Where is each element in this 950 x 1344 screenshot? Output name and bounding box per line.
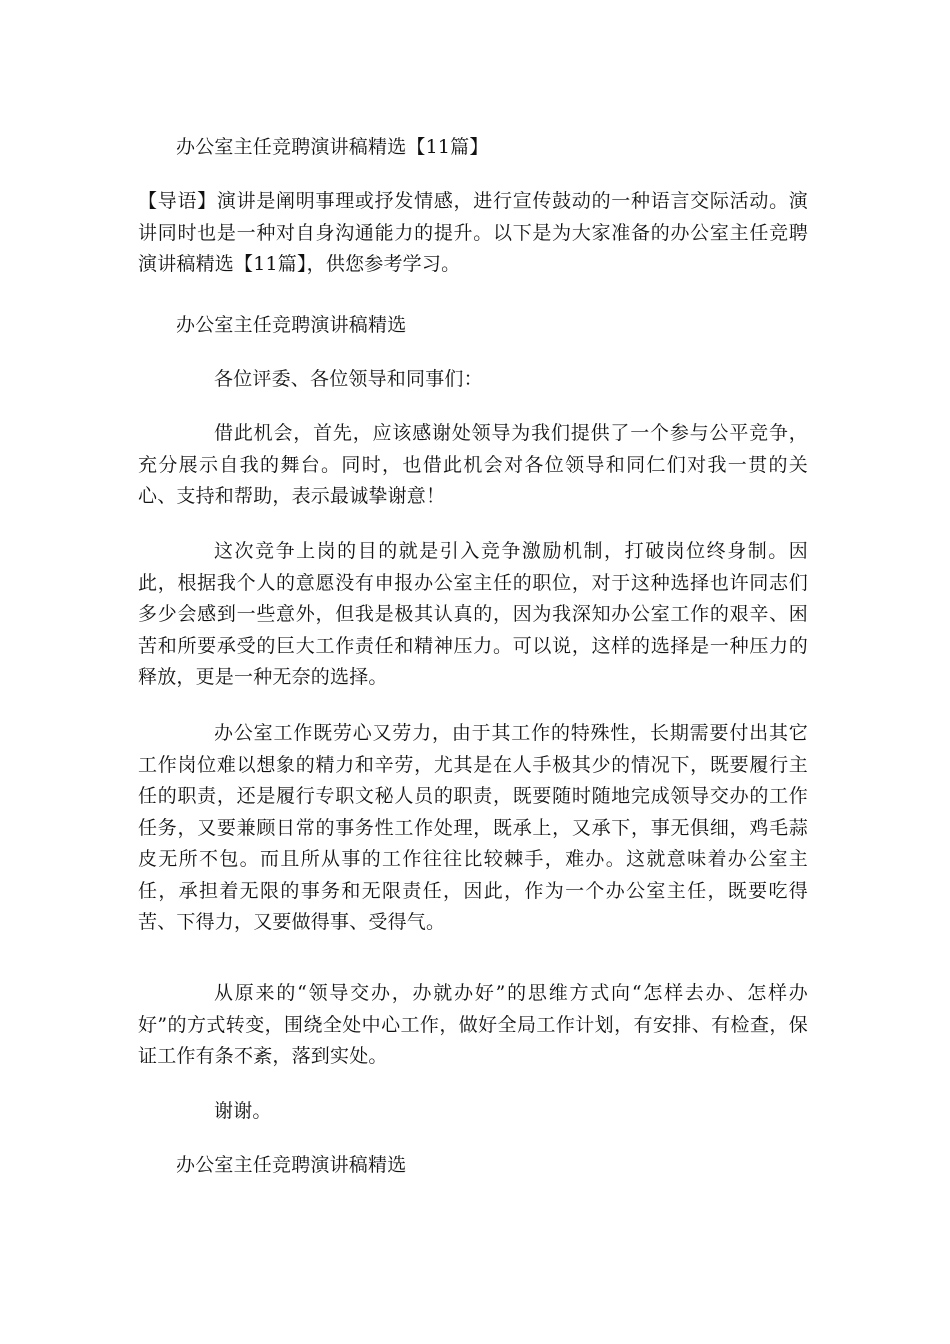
body-paragraph: 这次竞争上岗的目的就是引入竞争激励机制，打破岗位终身制。因此，根据我个人的意愿没有申报办公室主任的职位，对于这种选择也许同志们多少会感到一些意外，但我是极其认真的，因为我深知办公室工作的艰辛、困苦和所要承受的巨大工作责任和精神压力。可以说，这样的选择是一种压力的释放，更是一种无奈的选择。 xyxy=(138,540,808,688)
intro-paragraph: 【导语】演讲是阐明事理或抒发情感，进行宣传鼓动的一种语言交际活动。演讲同时也是一种对自身沟通能力的提升。以下是为大家准备的办公室主任竞聘演讲稿精选【11篇】，供您参考学习。 xyxy=(138,190,808,275)
body-paragraph: 从原来的“领导交办，办就办好”的思维方式向“怎样去办、怎样办好”的方式转变，围绕全处中心工作，做好全局工作计划，有安排、有检查，保证工作有条不紊，落到实处。 xyxy=(138,982,808,1067)
section-heading: 办公室主任竞聘演讲稿精选 xyxy=(176,314,407,336)
body-paragraph: 借此机会，首先，应该感谢处领导为我们提供了一个参与公平竞争，充分展示自我的舞台。同时，也借此机会对各位领导和同仁们对我一贯的关心、支持和帮助，表示最诚挚谢意！ xyxy=(138,422,808,507)
greeting-line: 各位评委、各位领导和同事们： xyxy=(214,368,483,390)
closing-line: 谢谢。 xyxy=(214,1100,272,1122)
body-paragraph: 办公室工作既劳心又劳力，由于其工作的特殊性，长期需要付出其它工作岗位难以想象的精力和辛劳，尤其是在人手极其少的情况下，既要履行主任的职责，还是履行专职文秘人员的职责，既要随时随地完成领导交办的工作任务，又要兼顾日常的事务性工作处理，既承上，又承下，事无俱细，鸡毛蒜皮无所不包。而且所从事的工作往往比较棘手，难办。这就意味着办公室主任，承担着无限的事务和无限责任，因此，作为一个办公室主任，既要吃得苦、下得力，又要做得事、受得气。 xyxy=(138,722,808,933)
section-heading: 办公室主任竞聘演讲稿精选 xyxy=(176,1154,407,1176)
document-title: 办公室主任竞聘演讲稿精选【11篇】 xyxy=(176,136,489,158)
